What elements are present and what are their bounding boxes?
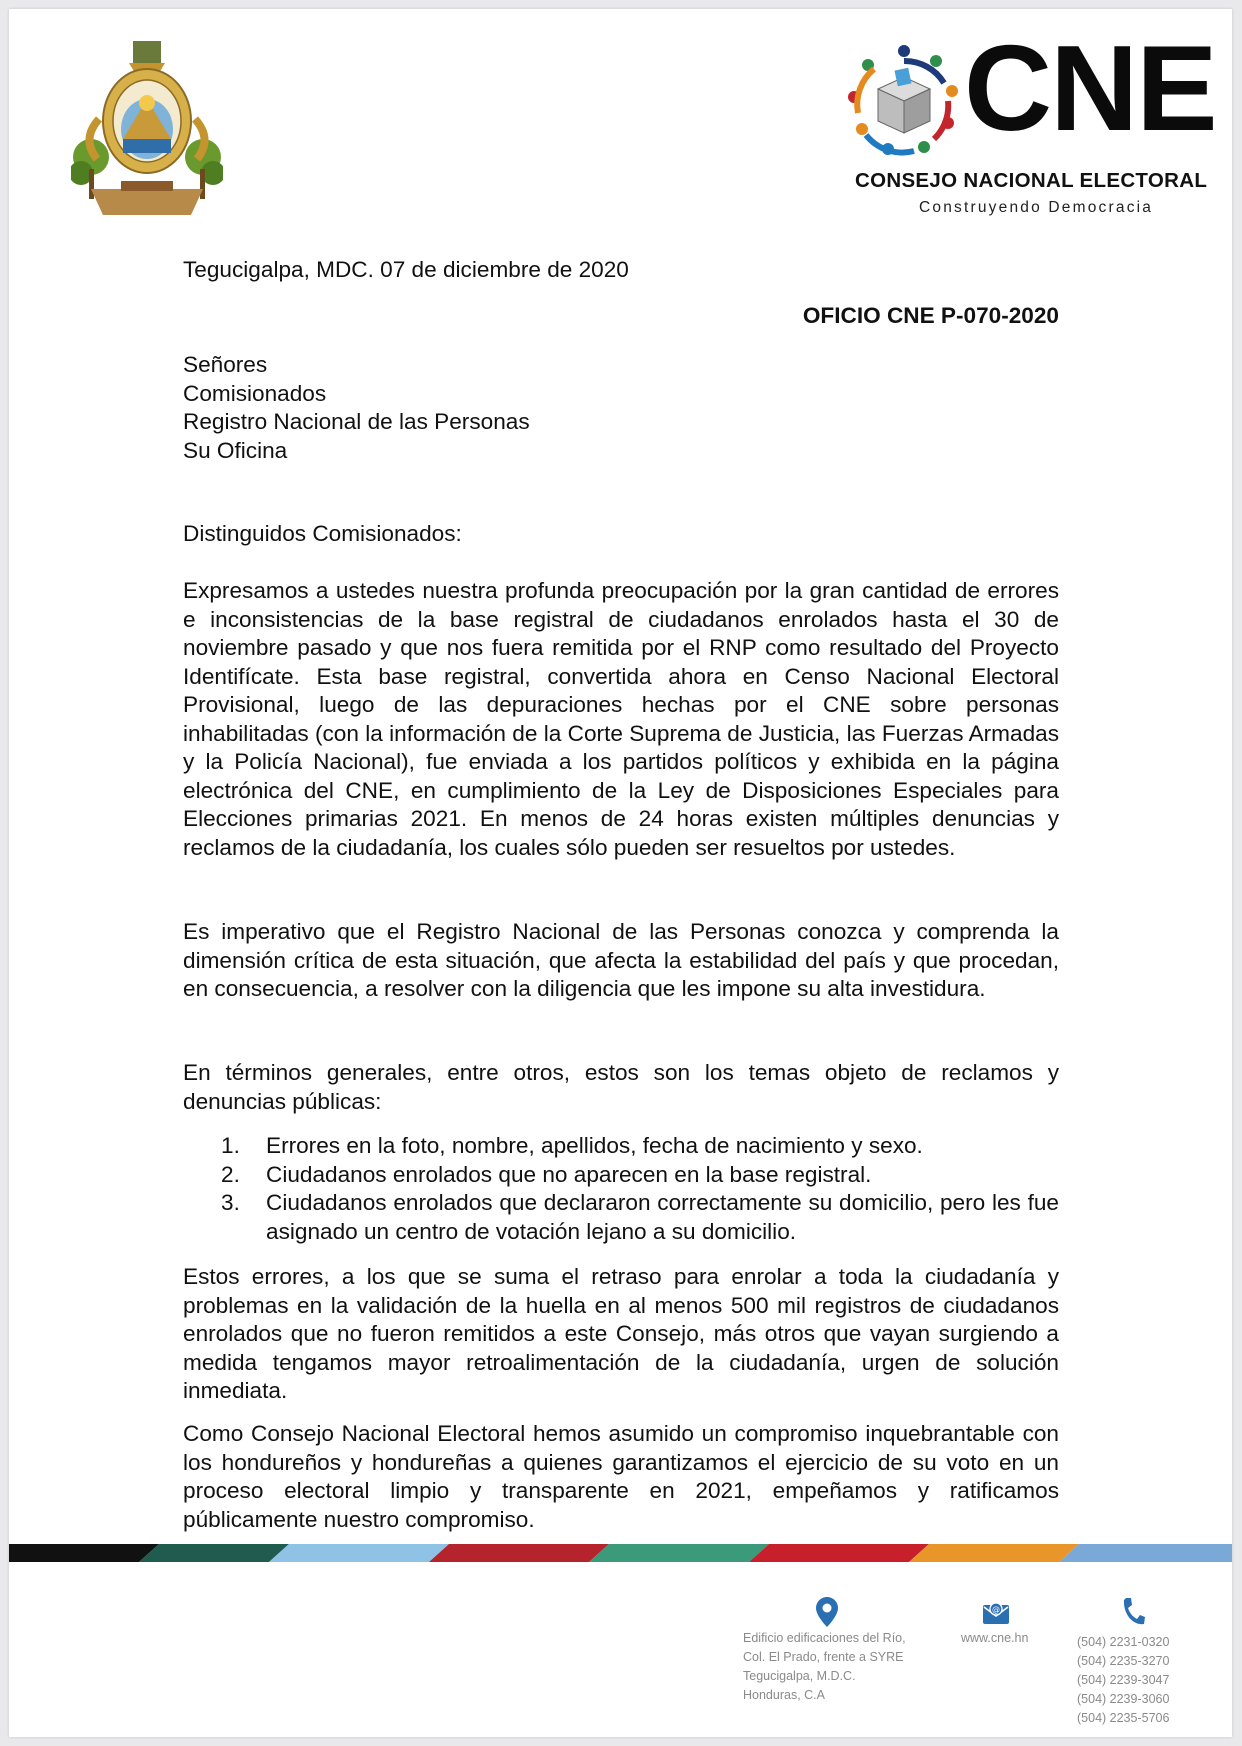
list-text: Ciudadanos enrolados que no aparecen en la base registral. [266,1161,872,1187]
svg-text:@: @ [992,1605,1000,1614]
paragraph: En términos generales, entre otros, estos son los temas objeto de reclamos y denuncias públicas: [183,1060,1059,1114]
salutation: Distinguidos Comisionados: [183,521,462,546]
list-text: Errores en la foto, nombre, apellidos, fecha de nacimiento y sexo. [266,1133,923,1158]
addressee-line: Registro Nacional de las Personas [183,409,530,435]
list-number: 3. [221,1190,240,1215]
web-mail-icon [982,1601,1010,1625]
cne-name: CONSEJO NACIONAL ELECTORAL [855,169,1208,192]
addressee-line: Su Oficina [183,437,288,463]
address-line: Edificio edificaciones del Río, [743,1631,906,1645]
paragraph: Estos errores, a los que se suma el retraso para enrolar a toda la ciudadanía y problemas en la validación de la huella en al menos 500 mil registros de ciudadanos enrolados que no fueron remitidos a este Consejo, más otros que vayan surgiendo a medida tengamos mayor retroalimentación de la ciudadanía, urgen de solución inmediata. [183,1264,1059,1403]
addressee-block [183,351,530,465]
letter-page [9,9,1232,1737]
paragraph: Expresamos a ustedes nuestra profunda preocupación por la gran cantidad de errores e inconsistencias de la base registral de ciudadanos enrolados hasta el 30 de noviembre pasado y que nos fuera remitida por el RNP como resultado del Proyecto Identifícate. Esta base registral, convertida ahora en Censo Nacional Electoral Provisional, luego de las depuraciones hechas por el CNE sobre personas inhabilitadas (con la información de la Corte Suprema de Justicia, las Fuerzas Armadas y la Policía Nacional), fue enviada a los partidos políticos y exhibida en la página electrónica del CNE, en cumplimiento de la Ley de Disposiciones Especiales para Elecciones primarias 2021. En menos de 24 horas existen múltiples denuncias y reclamos de la ciudadanía, los cuales sólo pueden ser resueltos por ustedes. [183,578,1059,860]
footer-address [743,1629,906,1705]
reference-number: OFICIO CNE P-070-2020 [802,303,1059,328]
list-item [221,1161,1059,1190]
phone-number: (504) 2231-0320 [1077,1635,1170,1649]
address-line: Col. El Prado, frente a SYRE [743,1650,904,1664]
phone-number: (504) 2235-5706 [1077,1711,1170,1725]
addressee-line: Señores [183,352,268,377]
phone-number: (504) 2239-3047 [1077,1673,1170,1687]
phone-icon [1121,1597,1145,1627]
phone-number: (504) 2239-3060 [1077,1692,1170,1706]
addressee-line: Comisionados [183,380,327,406]
color-stripe [9,1544,1232,1562]
footer-website[interactable]: www.cne.hn [961,1631,1029,1645]
cne-slogan: Construyendo Democracia [919,199,1154,216]
issues-list [221,1132,1059,1246]
ballot-box-people-circle-icon [844,39,964,164]
location-pin-icon [816,1597,838,1627]
honduras-coat-of-arms-icon [71,39,223,217]
place-date: Tegucigalpa, MDC. 07 de diciembre de 2020 [183,257,629,282]
phone-number: (504) 2235-3270 [1077,1654,1170,1668]
list-text: Ciudadanos enrolados que declararon correctamente su domicilio, pero les fue asignado un centro de votación lejano a su domicilio. [266,1190,1059,1244]
cne-logo [844,20,1229,229]
list-number: 2. [221,1161,240,1187]
list-item [221,1189,1059,1246]
address-line: Tegucigalpa, M.D.C. [743,1669,856,1683]
address-line: Honduras, C.A [743,1688,825,1702]
paragraph: Como Consejo Nacional Electoral hemos asumido un compromiso inquebrantable con los hondureños y hondureñas a quienes garantizamos el ejercicio de su voto en un proceso electoral limpio y transparente en 2021, empeñamos y ratificamos públicamente nuestro compromiso. [183,1421,1059,1532]
footer-phones [1077,1633,1169,1728]
cne-acronym: CNE [964,20,1216,156]
list-item [221,1132,1059,1161]
list-number: 1. [221,1133,240,1158]
paragraph: Es imperativo que el Registro Nacional de las Personas conozca y comprenda la dimensión crítica de esta situación, que afecta la estabilidad del país y que procedan, en consecuencia, a resolver con la diligencia que les impone su alta investidura. [183,919,1059,1001]
